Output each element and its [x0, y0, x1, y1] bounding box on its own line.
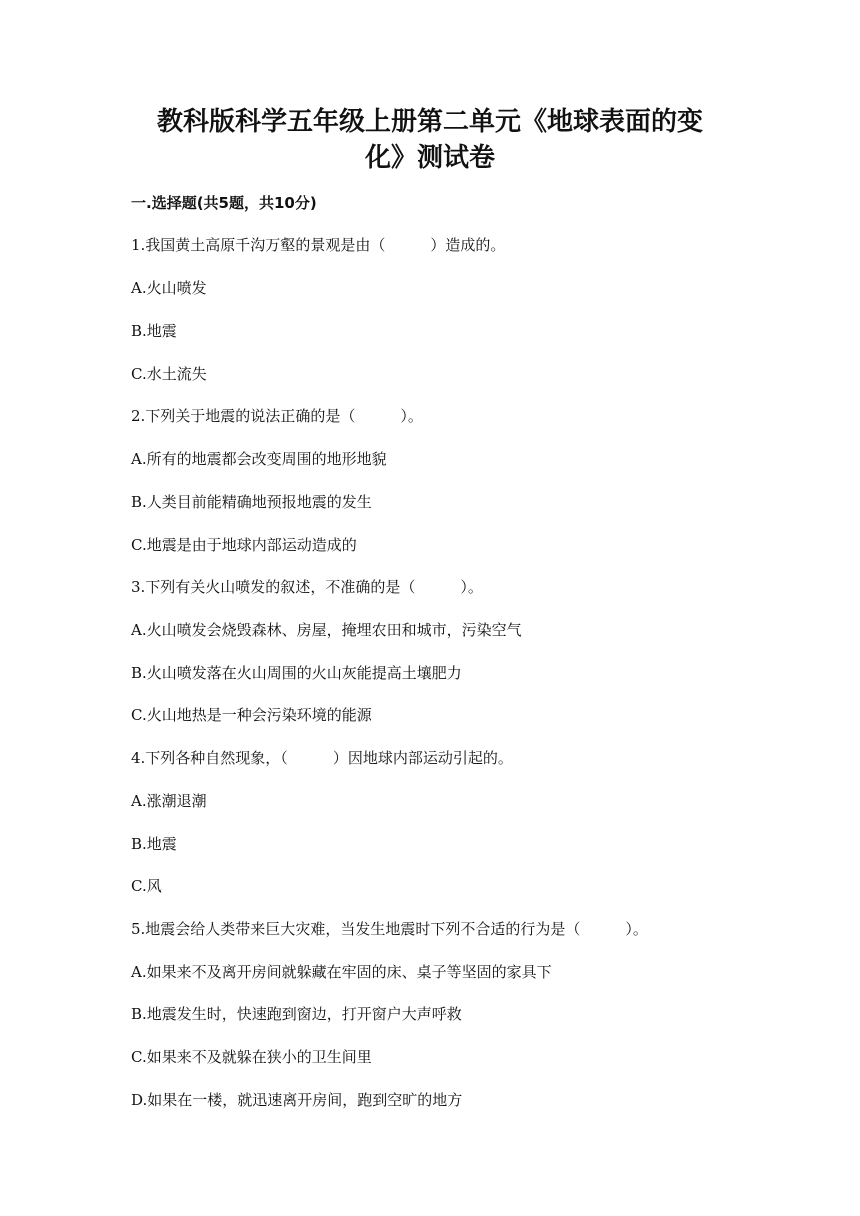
section-heading: 一.选择题(共5题，共10分) [131, 194, 317, 212]
question-1-stem: 1.我国黄土高原千沟万壑的景观是由（ ）造成的。 [131, 236, 506, 254]
question-3-option-a: A.火山喷发会烧毁森林、房屋，掩埋农田和城市，污染空气 [131, 621, 522, 639]
title-line-2: 化》测试卷 [364, 143, 495, 173]
question-5-option-a: A.如果来不及离开房间就躲藏在牢固的床、桌子等坚固的家具下 [131, 963, 552, 981]
question-5-option-c: C.如果来不及就躲在狭小的卫生间里 [131, 1048, 372, 1066]
question-2-option-c: C.地震是由于地球内部运动造成的 [131, 536, 357, 554]
question-3-option-b: B.火山喷发落在火山周围的火山灰能提高土壤肥力 [131, 664, 462, 682]
question-1-option-a: A.火山喷发 [131, 279, 207, 297]
title-line-1: 教科版科学五年级上册第二单元《地球表面的变 [156, 107, 703, 137]
question-5-stem: 5.地震会给人类带来巨大灾难，当发生地震时下列不合适的行为是（ ）。 [131, 920, 648, 938]
question-4-option-b: B.地震 [131, 835, 177, 853]
question-1-option-b: B.地震 [131, 322, 177, 340]
question-2-option-a: A.所有的地震都会改变周围的地形地貌 [131, 450, 387, 468]
question-1-option-c: C.水土流失 [131, 365, 207, 383]
question-3-stem: 3.下列有关火山喷发的叙述，不准确的是（ ）。 [131, 578, 483, 596]
question-5-option-b: B.地震发生时，快速跑到窗边，打开窗户大声呼救 [131, 1005, 462, 1023]
question-2-option-b: B.人类目前能精确地预报地震的发生 [131, 493, 372, 511]
question-4-stem: 4.下列各种自然现象，（ ）因地球内部运动引起的。 [131, 749, 513, 767]
question-3-option-c: C.火山地热是一种会污染环境的能源 [131, 706, 372, 724]
page-title [130, 104, 730, 176]
question-5-option-d: D.如果在一楼，就迅速离开房间，跑到空旷的地方 [131, 1091, 463, 1109]
question-4-option-a: A.涨潮退潮 [131, 792, 207, 810]
question-4-option-c: C.风 [131, 877, 162, 895]
question-2-stem: 2.下列关于地震的说法正确的是（ ）。 [131, 407, 423, 425]
